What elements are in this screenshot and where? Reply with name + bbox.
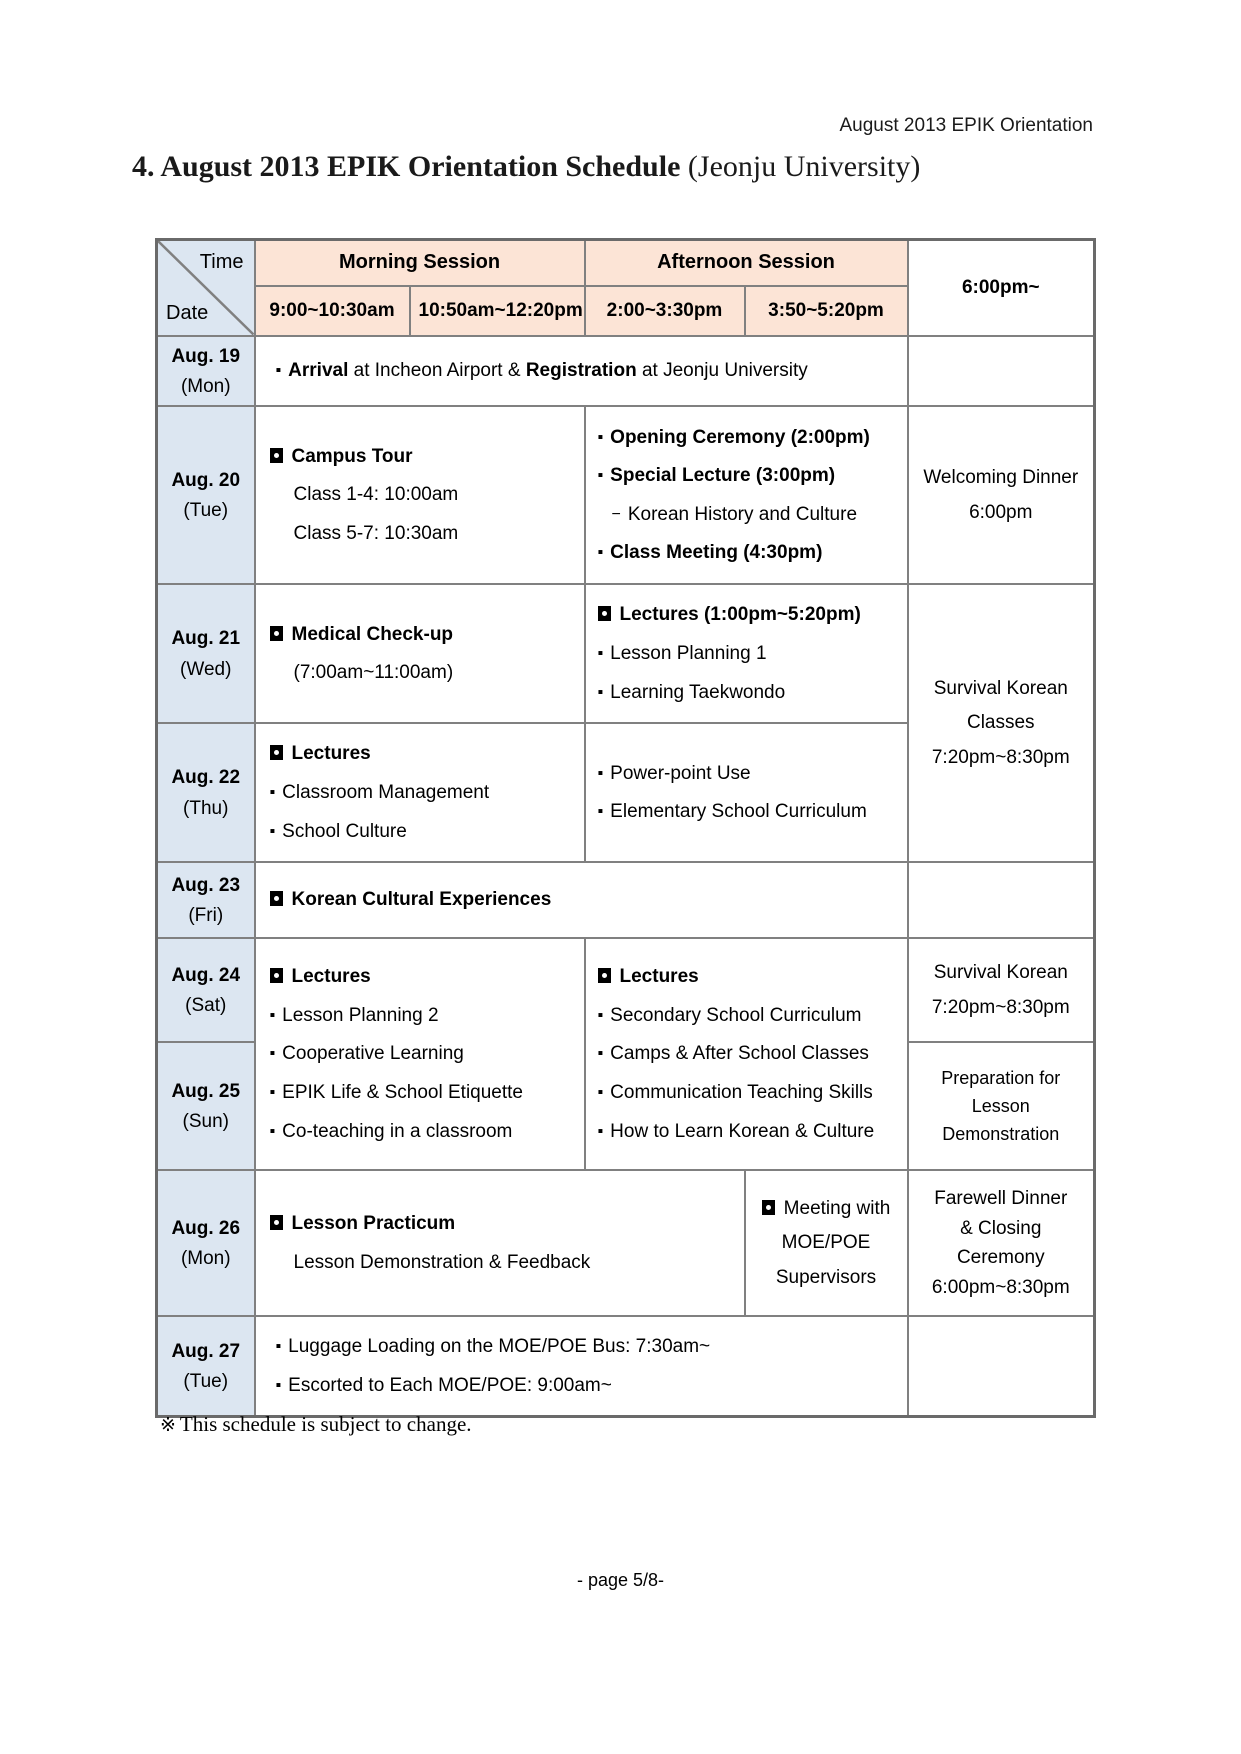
date-cell-aug20 xyxy=(157,406,255,584)
preparation-line2: Lesson xyxy=(971,1095,1030,1116)
cell-aug20-morning xyxy=(255,406,585,584)
secondary-curriculum-label: Secondary School Curriculum xyxy=(610,1004,862,1026)
square-bullet-icon: ▪ xyxy=(275,1338,282,1356)
medical-checkup-time: (7:00am~11:00am) xyxy=(293,662,454,684)
row-aug19 xyxy=(157,336,1095,407)
day-label: (Mon) xyxy=(180,1248,231,1270)
square-bullet-icon: ▪ xyxy=(269,822,276,840)
morning-session-header: Morning Session xyxy=(255,240,585,286)
survival-korean-time: 7:20pm~8:30pm xyxy=(931,747,1070,769)
powerpoint-use-label: Power-point Use xyxy=(610,762,751,784)
square-bullet-icon: ▪ xyxy=(269,783,276,801)
square-bullet-icon: ▪ xyxy=(597,764,604,782)
day-label: (Tue) xyxy=(183,1371,229,1393)
survival-korean-classes-label: Classes xyxy=(966,712,1035,734)
date-cell-aug24 xyxy=(157,938,255,1042)
evening-header: 6:00pm~ xyxy=(908,240,1095,336)
boxdot-icon xyxy=(598,968,611,983)
cell-aug21-22-evening xyxy=(908,584,1095,862)
schedule-footnote xyxy=(160,1412,472,1437)
date-label: Aug. 19 xyxy=(171,345,241,367)
class-meeting-label: Class Meeting (4:30pm) xyxy=(610,542,823,564)
cell-aug24-25-afternoon xyxy=(585,938,908,1170)
boxdot-icon xyxy=(270,448,283,463)
date-cell-aug25 xyxy=(157,1042,255,1170)
luggage-loading-label: Luggage Loading on the MOE/POE Bus: 7:30am~ xyxy=(288,1336,711,1358)
cell-aug27-content xyxy=(255,1316,908,1417)
row-aug21 xyxy=(157,584,1095,723)
lesson-practicum-title: Lesson Practicum xyxy=(291,1213,456,1234)
cell-aug19-evening-empty xyxy=(908,336,1095,407)
square-bullet-icon: ▪ xyxy=(597,644,604,662)
special-lecture-label: Special Lecture (3:00pm) xyxy=(610,465,836,487)
epik-life-label: EPIK Life & School Etiquette xyxy=(282,1081,523,1103)
arrival-end-text: at Jeonju University xyxy=(636,359,808,381)
lectures-aug21-title: Lectures (1:00pm~5:20pm) xyxy=(619,604,861,626)
medical-checkup-title: Medical Check-up xyxy=(291,623,454,645)
preparation-line1: Preparation for xyxy=(941,1067,1061,1088)
cooperative-learning-label: Cooperative Learning xyxy=(282,1043,464,1065)
classroom-management-label: Classroom Management xyxy=(282,781,490,803)
lectures-aug24-afternoon-title: Lectures xyxy=(619,966,699,988)
boxdot-icon xyxy=(270,626,283,641)
square-bullet-icon: ▪ xyxy=(597,683,604,701)
learn-korean-culture-label: How to Learn Korean & Culture xyxy=(610,1120,875,1142)
square-bullet-icon: ▪ xyxy=(269,1122,276,1140)
farewell-dinner-line3: Ceremony xyxy=(956,1247,1045,1269)
survival-korean-label: Survival Korean xyxy=(933,677,1068,699)
page-number: - page 5/8- xyxy=(576,1570,665,1590)
arrival-label: Arrival xyxy=(288,359,349,381)
cell-aug26-practicum xyxy=(255,1170,745,1316)
square-bullet-icon: ▪ xyxy=(269,1045,276,1063)
survival-korean-aug24-label: Survival Korean xyxy=(933,962,1068,983)
square-bullet-icon: ▪ xyxy=(597,1122,604,1140)
cell-aug26-meeting xyxy=(745,1170,908,1316)
afternoon-session-header: Afternoon Session xyxy=(585,240,908,286)
date-label: Aug. 24 xyxy=(171,964,241,986)
time-slot-2: 10:50am~12:20pm xyxy=(410,286,585,336)
date-label: Aug. 27 xyxy=(171,1340,241,1362)
day-label: (Wed) xyxy=(180,658,232,680)
page-title xyxy=(132,150,920,184)
lesson-planning1-label: Lesson Planning 1 xyxy=(610,642,767,664)
supervisors-label: Supervisors xyxy=(775,1266,877,1288)
lesson-planning2-label: Lesson Planning 2 xyxy=(282,1004,439,1026)
registration-label: Registration xyxy=(525,359,637,381)
camps-after-school-label: Camps & After School Classes xyxy=(610,1043,869,1065)
lectures-aug22-title: Lectures xyxy=(291,743,371,765)
campus-tour-class1: Class 1-4: 10:00am xyxy=(293,484,459,506)
date-cell-aug26 xyxy=(157,1170,255,1316)
square-bullet-icon: ▪ xyxy=(275,361,282,379)
date-label: Aug. 21 xyxy=(171,628,241,650)
boxdot-icon xyxy=(270,745,283,760)
farewell-dinner-time: 6:00pm~8:30pm xyxy=(931,1276,1070,1298)
date-cell-aug22 xyxy=(157,723,255,862)
boxdot-icon xyxy=(270,968,283,983)
date-label: Aug. 26 xyxy=(171,1217,241,1239)
farewell-dinner-line1: Farewell Dinner xyxy=(934,1187,1068,1209)
korean-cultural-experiences-title: Korean Cultural Experiences xyxy=(291,889,552,911)
preparation-line3: Demonstration xyxy=(942,1124,1060,1145)
boxdot-icon xyxy=(762,1200,775,1215)
square-bullet-icon: ▪ xyxy=(597,803,604,821)
day-label: (Sun) xyxy=(182,1111,229,1133)
cell-aug23-content xyxy=(255,862,908,938)
square-bullet-icon: ▪ xyxy=(597,1006,604,1024)
boxdot-icon xyxy=(270,891,283,906)
campus-tour-class2: Class 5-7: 10:30am xyxy=(293,523,459,545)
survival-korean-aug24-time: 7:20pm~8:30pm xyxy=(931,996,1070,1018)
welcoming-dinner-time: 6:00pm xyxy=(969,501,1033,523)
meeting-with-label: Meeting with xyxy=(783,1197,891,1219)
row-aug27 xyxy=(157,1316,1095,1417)
time-slot-3: 2:00~3:30pm xyxy=(585,286,745,336)
corner-time-label: Time xyxy=(199,251,244,273)
day-label: (Fri) xyxy=(188,905,224,927)
elementary-curriculum-label: Elementary School Curriculum xyxy=(610,801,867,823)
opening-ceremony-label: Opening Ceremony (2:00pm) xyxy=(610,426,870,448)
date-label: Aug. 25 xyxy=(171,1080,241,1102)
square-bullet-icon: ▪ xyxy=(597,1045,604,1063)
header-row-1 xyxy=(157,240,1095,286)
square-bullet-icon: ▪ xyxy=(597,1083,604,1101)
cell-aug27-evening-empty xyxy=(908,1316,1095,1417)
cell-aug22-morning xyxy=(255,723,585,862)
cell-aug23-evening-empty xyxy=(908,862,1095,938)
escorted-label: Escorted to Each MOE/POE: 9:00am~ xyxy=(288,1374,612,1396)
day-label: (Sat) xyxy=(185,995,227,1017)
corner-cell xyxy=(157,240,255,336)
korean-history-label: Korean History and Culture xyxy=(627,503,858,525)
communication-skills-label: Communication Teaching Skills xyxy=(610,1081,873,1103)
campus-tour-title: Campus Tour xyxy=(291,445,413,467)
cell-aug25-evening xyxy=(908,1042,1095,1170)
square-bullet-icon: ▪ xyxy=(597,428,604,446)
cell-aug20-afternoon xyxy=(585,406,908,584)
school-culture-label: School Culture xyxy=(282,820,407,842)
boxdot-icon xyxy=(598,606,611,621)
page-title-main: 4. August 2013 EPIK Orientation Schedule xyxy=(132,150,681,183)
date-label: Aug. 23 xyxy=(171,874,241,896)
square-bullet-icon: ▪ xyxy=(597,467,604,485)
corner-date-label: Date xyxy=(166,301,209,324)
cell-aug24-evening xyxy=(908,938,1095,1042)
date-cell-aug19 xyxy=(157,336,255,407)
day-label: (Mon) xyxy=(180,375,231,397)
lectures-aug24-morning-title: Lectures xyxy=(291,966,371,988)
dash-icon: − xyxy=(611,505,621,523)
reference-mark-icon: ※ xyxy=(160,1415,176,1436)
time-slot-4: 3:50~5:20pm xyxy=(745,286,908,336)
time-slot-1: 9:00~10:30am xyxy=(255,286,410,336)
farewell-dinner-line2: & Closing xyxy=(960,1217,1042,1239)
square-bullet-icon: ▪ xyxy=(597,544,604,562)
boxdot-icon xyxy=(270,1215,283,1230)
schedule-table xyxy=(155,238,1096,1418)
date-cell-aug27 xyxy=(157,1316,255,1417)
row-aug23 xyxy=(157,862,1095,938)
row-aug26 xyxy=(157,1170,1095,1316)
date-label: Aug. 22 xyxy=(171,767,241,789)
page-header-right: August 2013 EPIK Orientation xyxy=(839,115,1093,136)
day-label: (Tue) xyxy=(183,500,229,522)
row-aug24 xyxy=(157,938,1095,1042)
co-teaching-label: Co-teaching in a classroom xyxy=(282,1120,513,1142)
row-aug20 xyxy=(157,406,1095,584)
learning-taekwondo-label: Learning Taekwondo xyxy=(610,681,786,703)
cell-aug20-evening xyxy=(908,406,1095,584)
square-bullet-icon: ▪ xyxy=(269,1083,276,1101)
day-label: (Thu) xyxy=(183,797,229,819)
square-bullet-icon: ▪ xyxy=(269,1006,276,1024)
cell-aug21-afternoon xyxy=(585,584,908,723)
date-label: Aug. 20 xyxy=(171,469,241,491)
cell-aug24-25-morning xyxy=(255,938,585,1170)
date-cell-aug21 xyxy=(157,584,255,723)
page-title-suffix: (Jeonju University) xyxy=(680,150,921,183)
cell-aug26-evening xyxy=(908,1170,1095,1316)
cell-aug22-afternoon xyxy=(585,723,908,862)
square-bullet-icon: ▪ xyxy=(275,1376,282,1394)
lesson-demo-feedback-label: Lesson Demonstration & Feedback xyxy=(293,1251,591,1273)
moe-poe-label: MOE/POE xyxy=(781,1232,871,1254)
footnote-text: This schedule is subject to change. xyxy=(179,1412,472,1436)
cell-aug19-content xyxy=(255,336,908,407)
arrival-mid-text: at Incheon Airport & xyxy=(348,359,526,381)
cell-aug21-morning xyxy=(255,584,585,723)
welcoming-dinner-label: Welcoming Dinner xyxy=(923,467,1079,489)
date-cell-aug23 xyxy=(157,862,255,938)
